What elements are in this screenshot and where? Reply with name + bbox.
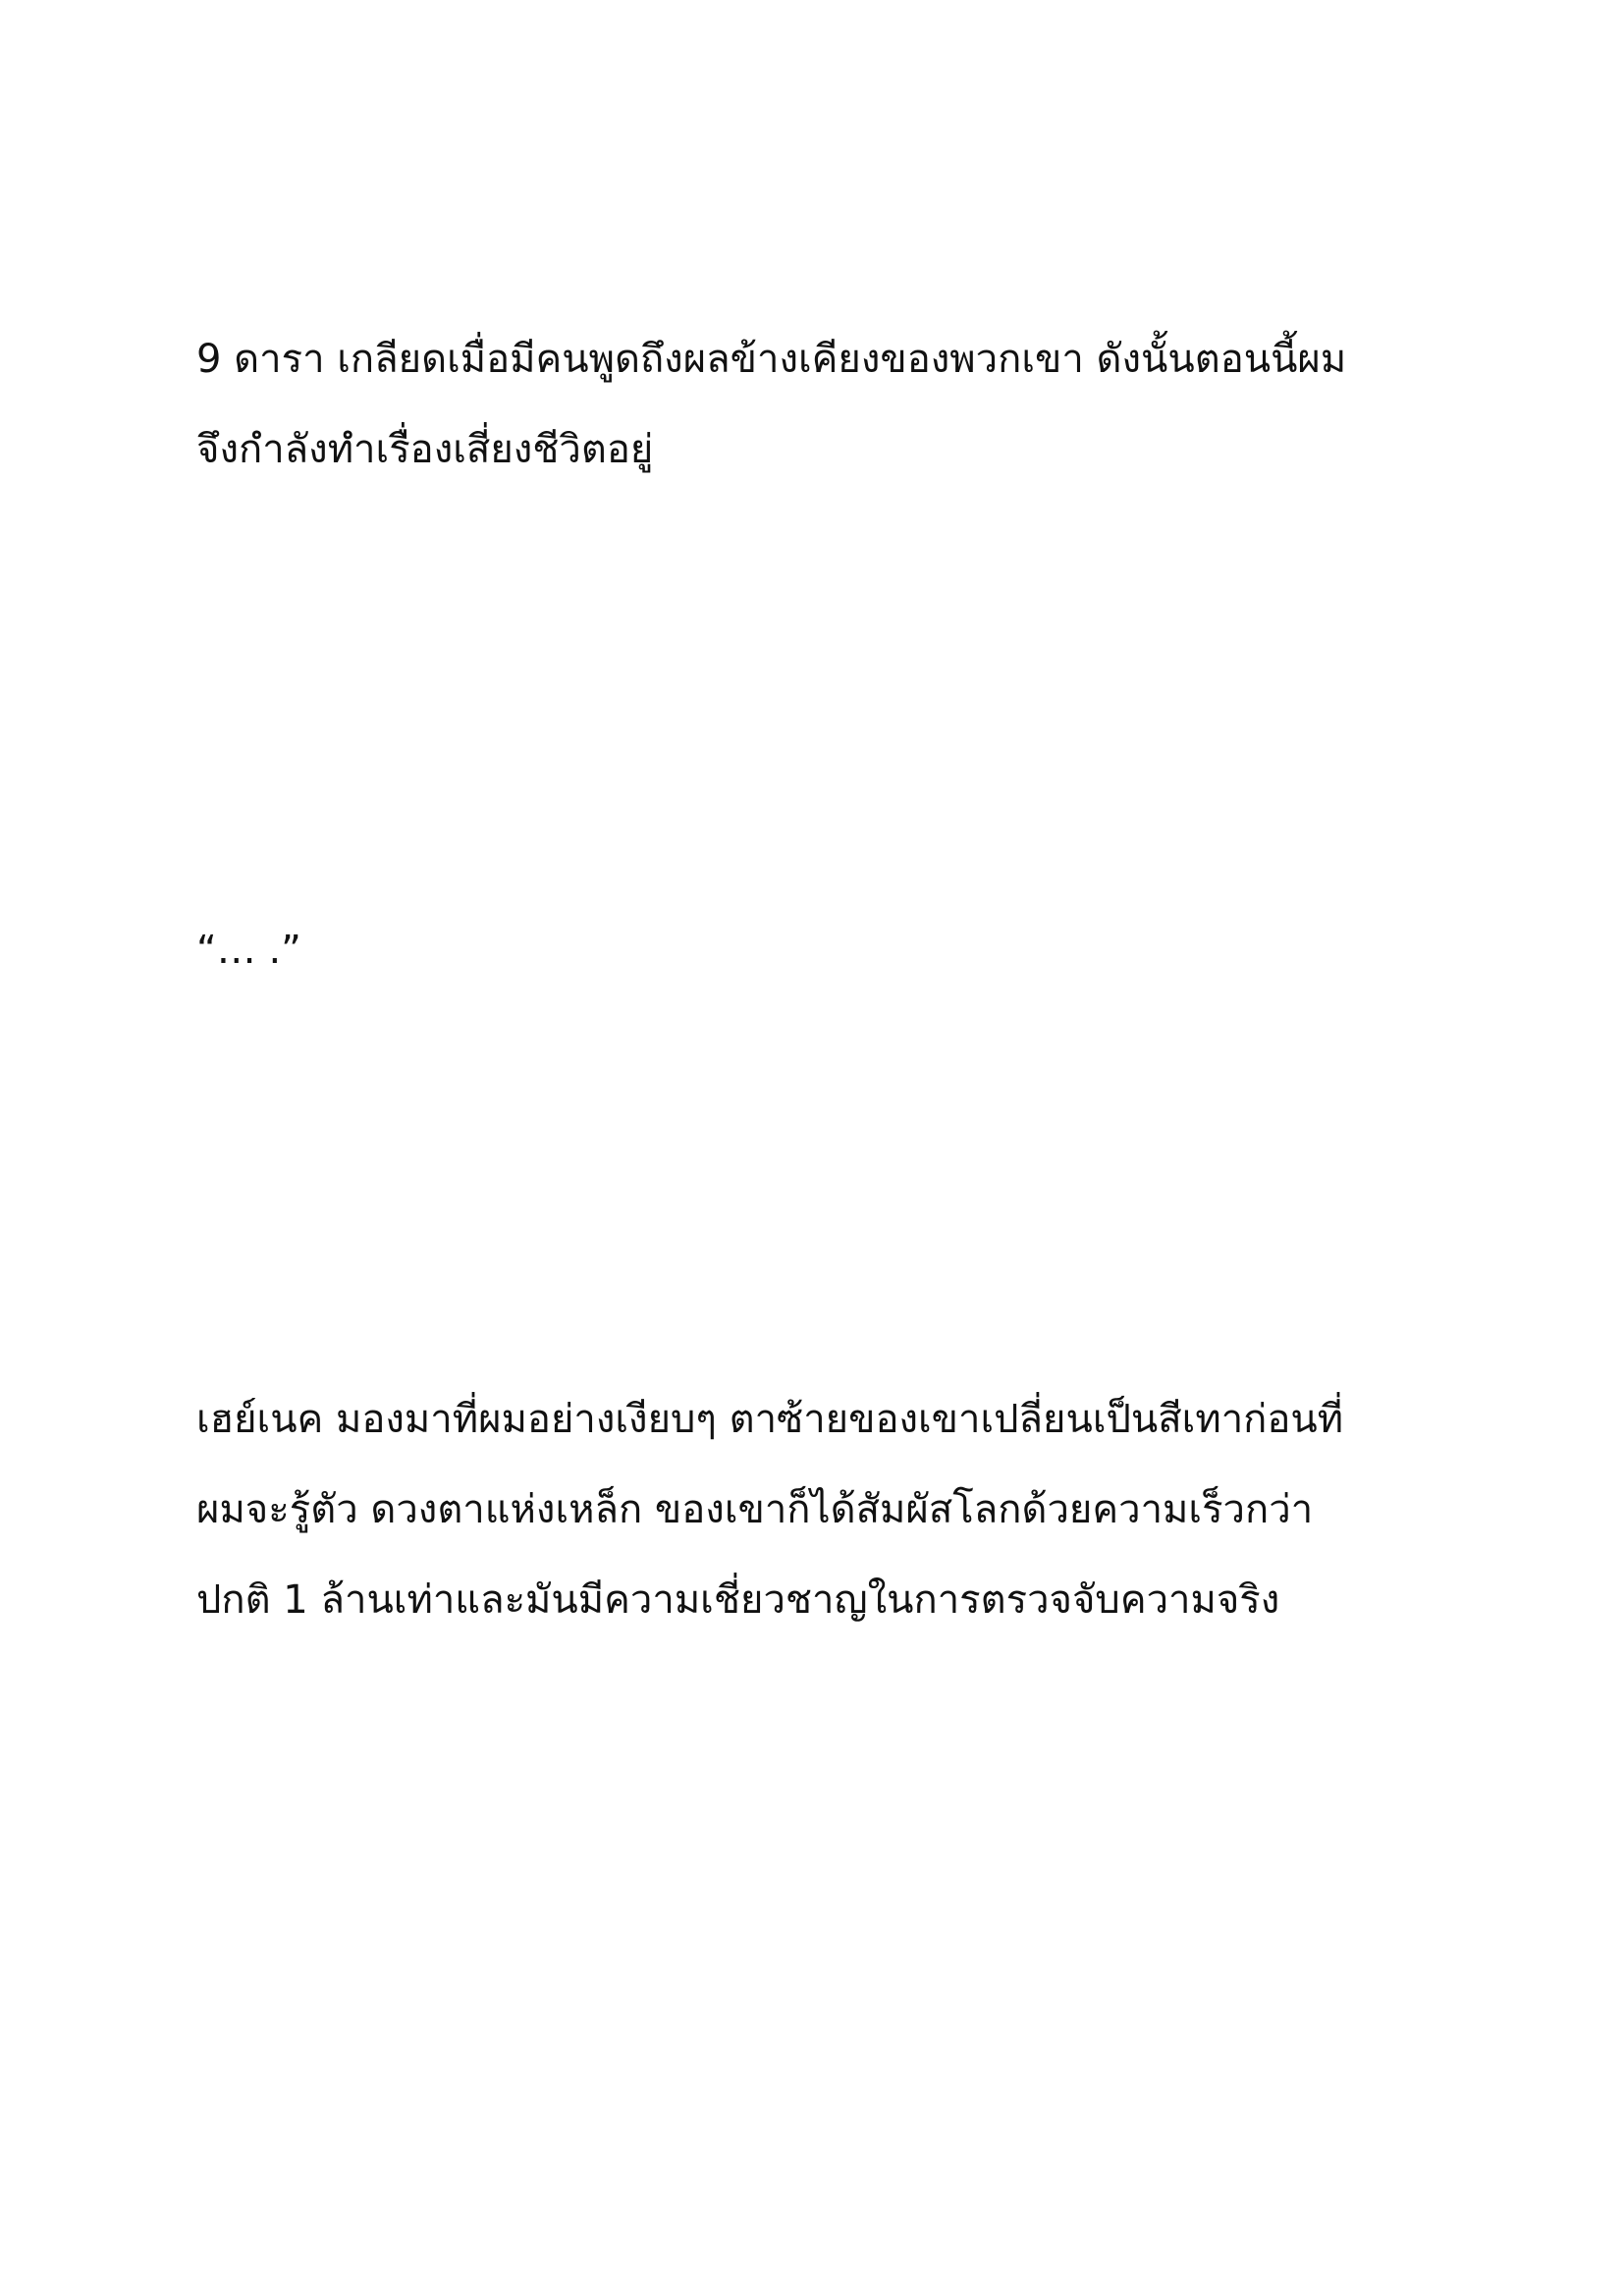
paragraph-line: ปกติ 1 ล้านเท่าและมันมีความเชี่ยวชาญในการตรวจจับความจริง xyxy=(196,1577,1280,1623)
paragraph-dialogue xyxy=(196,905,1463,995)
dialogue-line: “… .” xyxy=(196,928,301,973)
paragraph-line: ผมจะรู้ตัว ดวงตาแห่งเหล็ก ของเขาก็ได้สัมผัสโลกด้วยความเร็วกว่า xyxy=(196,1487,1314,1532)
paragraph-narration xyxy=(196,1374,1463,1645)
paragraph-line: จึงกำลังทำเรื่องเสี่ยงชีวิตอยู่ xyxy=(196,427,654,472)
paragraph-line: 9 ดารา เกลียดเมื่อมีคนพูดถึงผลข้างเคียงของพวกเขา ดังนั้นตอนนี้ผม xyxy=(196,337,1347,382)
paragraph-line: เฮย์เนค มองมาที่ผมอย่างเงียบๆ ตาซ้ายของเขาเปลี่ยนเป็นสีเทาก่อนที่ xyxy=(196,1397,1344,1442)
paragraph-intro xyxy=(196,314,1463,495)
